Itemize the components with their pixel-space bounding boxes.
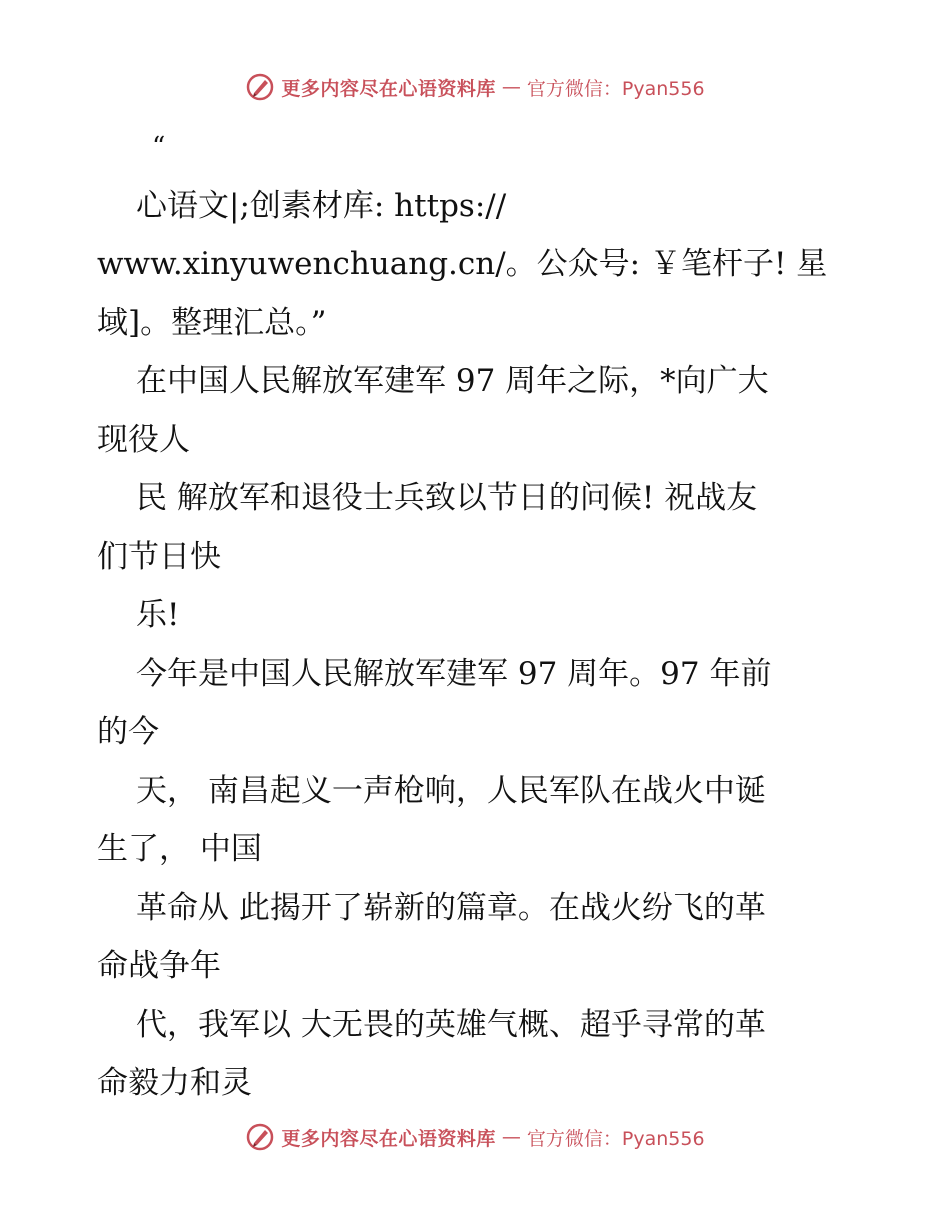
header-banner: [0, 72, 950, 102]
footer-banner-separator: —: [501, 1126, 521, 1148]
pen-circle-logo-icon: [245, 1122, 275, 1152]
footer-banner: [0, 1122, 950, 1152]
body-line-3: www.xinyuwenchuang.cn/。公众号: ￥笔杆子! 星: [97, 246, 828, 282]
body-line-17: 命毅力和灵: [97, 1065, 252, 1101]
body-line-10: 今年是中国人民解放军建军 97 周年。97 年前: [136, 655, 772, 692]
document-body: [97, 118, 857, 1113]
body-line-11: 的今: [97, 714, 159, 750]
footer-banner-wechat: 官方微信：Pyan556: [526, 1127, 705, 1150]
body-line-9: 乐!: [136, 597, 180, 633]
body-line-13: 生了， 中国: [97, 831, 262, 867]
header-banner-wechat: 官方微信：Pyan556: [526, 77, 705, 100]
header-banner-separator: —: [501, 76, 521, 98]
header-banner-text: 更多内容尽在心语资料库: [281, 77, 496, 100]
body-line-8: 们节日快: [97, 538, 221, 575]
body-line-15: 命战争年: [97, 948, 221, 984]
body-line-2: 心语文|;创素材库: https://: [136, 187, 507, 224]
body-line-14: 革命从 此揭开了崭新的篇章。在战火纷飞的革: [136, 889, 766, 926]
footer-banner-text: 更多内容尽在心语资料库: [281, 1127, 496, 1150]
body-line-7: 民 解放军和退役士兵致以节日的问候! 祝战友: [136, 480, 758, 516]
body-line-1: “: [152, 132, 166, 162]
pen-circle-logo-icon: [245, 72, 275, 102]
body-line-16: 代，我军以 大无畏的英雄气概、超乎寻常的革: [136, 1006, 766, 1043]
body-line-5: 在中国人民解放军建军 97 周年之际，*向广大: [136, 363, 769, 399]
body-line-12: 天， 南昌起义一声枪响，人民军队在战火中诞: [136, 772, 766, 809]
body-line-6: 现役人: [97, 421, 190, 458]
body-line-4: 域]。整理汇总。”: [97, 304, 327, 341]
